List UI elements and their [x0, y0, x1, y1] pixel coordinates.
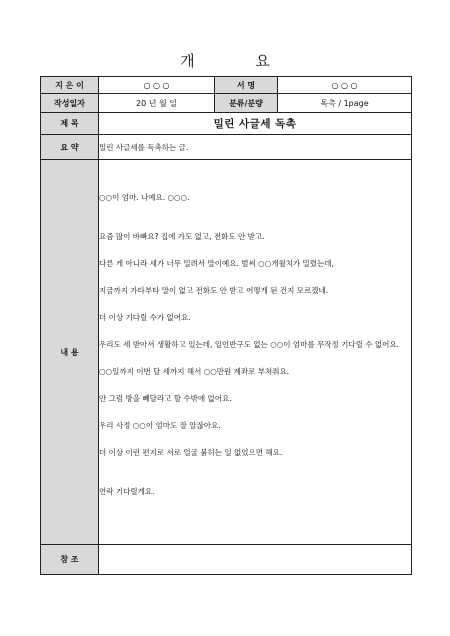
content-label: 내 용 [41, 160, 99, 545]
reference-value [99, 545, 412, 575]
date-value: 20 년 월 일 [99, 94, 215, 113]
content-paragraph: 다른 게 아니라 세가 너무 밀려서 말이예요. 벌써 ○○개월치가 밀렸는데, [99, 258, 334, 268]
document-title: 개 요 [180, 52, 298, 70]
author-value: ○ ○ ○ [99, 77, 215, 94]
content-paragraph: 우리도 세 받아서 생활하고 있는데, 일언반구도 없는 ○○이 엄마를 무작정 기다릴 수 없어요. [99, 339, 400, 349]
signature-value: ○ ○ ○ [278, 77, 412, 94]
summary-form-table [40, 76, 412, 575]
content-paragraph: 요즘 많이 바빠요? 집에 가도 없고, 전화도 안 받고. [99, 231, 265, 241]
date-label: 작성일자 [41, 94, 99, 113]
content-paragraph: 더 이상 기다릴 수가 없어요. [99, 312, 191, 322]
content-paragraph: ○○이 엄마. 나예요. ○○○. [99, 192, 190, 202]
category-label: 분류/분량 [215, 94, 278, 113]
content-paragraph: 지금까지 가타부타 말이 없고 전화도 안 받고 어떻게 된 건지 모르겠네. [99, 285, 329, 295]
subject-value: 밀린 사글세 독촉 [99, 113, 412, 135]
content-paragraph: ○○일까지 이번 달 세까지 해서 ○○만원 계좌로 부쳐줘요. [99, 366, 290, 376]
content-paragraph: 연락 기다릴게요. [99, 486, 155, 496]
content-paragraph: 안 그럼 방을 빼달라고 할 수밖에 없어요. [99, 393, 232, 403]
summary-label: 요 약 [41, 135, 99, 160]
summary-value: 밀린 사글세를 독촉하는 글. [99, 135, 412, 160]
content-paragraph: 더 이상 이런 편지로 서로 얼굴 붉히는 일 없었으면 해요. [99, 447, 283, 457]
signature-label: 서 명 [215, 77, 278, 94]
category-value: 독촉 / 1page [278, 94, 412, 113]
subject-label: 제 목 [41, 113, 99, 135]
author-label: 지 은 이 [41, 77, 99, 94]
content-paragraph: 우리 사정 ○○이 엄마도 잘 알잖아요. [99, 420, 221, 430]
content-body [99, 160, 412, 545]
reference-label: 참 조 [41, 545, 99, 575]
